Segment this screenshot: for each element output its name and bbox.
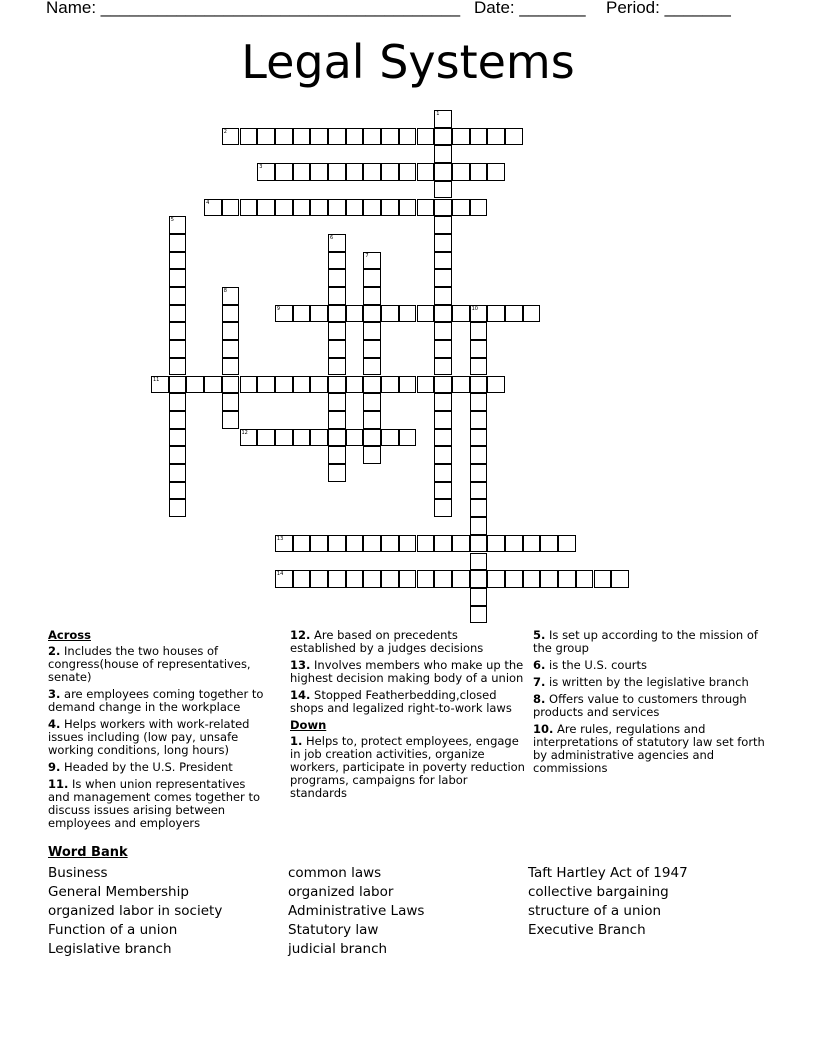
crossword-cell[interactable] xyxy=(328,446,346,464)
crossword-cell[interactable] xyxy=(505,128,523,146)
across-clue: 11. Is when union representatives and management comes together to discuss issues arising between employees and employers xyxy=(48,777,260,830)
crossword-cell[interactable] xyxy=(470,163,488,181)
crossword-cell[interactable] xyxy=(169,269,187,287)
crossword-cell[interactable] xyxy=(487,570,505,588)
word-bank-column-3 xyxy=(528,864,688,940)
crossword-cell[interactable] xyxy=(417,305,435,323)
date-field[interactable]: Date: _______ xyxy=(474,0,586,17)
name-field[interactable]: Name: ______________________________________ xyxy=(46,0,461,17)
crossword-cell[interactable] xyxy=(434,464,452,482)
crossword-cell[interactable] xyxy=(363,199,381,217)
crossword-cell[interactable] xyxy=(328,287,346,305)
crossword-cell[interactable] xyxy=(470,588,488,606)
crossword-cell[interactable] xyxy=(470,499,488,517)
crossword-cell[interactable] xyxy=(452,199,470,217)
clue-number: 9 xyxy=(276,305,281,312)
crossword-cell[interactable] xyxy=(310,376,328,394)
crossword-cell[interactable] xyxy=(470,553,488,571)
word-bank-column-1 xyxy=(48,864,222,959)
crossword-cell[interactable] xyxy=(399,163,417,181)
crossword-cell[interactable] xyxy=(293,163,311,181)
clue-number: 1 xyxy=(436,111,440,117)
crossword-cell[interactable] xyxy=(487,128,505,146)
crossword-cell[interactable] xyxy=(434,252,452,270)
across-clue: 12. Are based on precedents established by a judges decisions xyxy=(290,628,484,655)
clue-number: 5 xyxy=(170,217,174,224)
crossword-cell[interactable] xyxy=(328,358,346,376)
crossword-cell[interactable] xyxy=(363,287,381,305)
crossword-cell[interactable] xyxy=(594,570,612,588)
across-heading: Across xyxy=(48,628,91,642)
crossword-cell[interactable] xyxy=(275,128,293,146)
crossword-cell[interactable] xyxy=(346,570,364,588)
crossword-cell[interactable] xyxy=(399,376,417,394)
crossword-cell[interactable] xyxy=(505,305,523,323)
crossword-cell[interactable] xyxy=(540,570,558,588)
crossword-cell[interactable] xyxy=(293,570,311,588)
crossword-cell[interactable] xyxy=(417,535,435,553)
clue-number: 14 xyxy=(276,571,284,578)
crossword-cell[interactable] xyxy=(381,376,399,394)
crossword-cell[interactable] xyxy=(470,535,488,553)
crossword-cell[interactable] xyxy=(434,110,452,128)
crossword-cell[interactable] xyxy=(434,322,452,340)
word-bank-item: Administrative Laws xyxy=(288,903,425,919)
word-bank-item: judicial branch xyxy=(288,941,388,957)
clue-column-2 xyxy=(290,629,526,804)
crossword-cell[interactable] xyxy=(470,517,488,535)
crossword-cell[interactable] xyxy=(487,376,505,394)
crossword-cell[interactable] xyxy=(434,305,452,323)
crossword-cell[interactable] xyxy=(328,429,346,447)
crossword-cell[interactable] xyxy=(204,199,222,217)
clue-number: 2 xyxy=(223,128,227,135)
crossword-cell[interactable] xyxy=(470,411,488,429)
across-clue: 3. are employees coming together to demand change in the workplace xyxy=(48,687,264,714)
crossword-cell[interactable] xyxy=(470,393,488,411)
crossword-cell[interactable] xyxy=(293,199,311,217)
crossword-cell[interactable] xyxy=(328,376,346,394)
crossword-cell[interactable] xyxy=(222,411,240,429)
crossword-cell[interactable] xyxy=(363,358,381,376)
crossword-cell[interactable] xyxy=(434,499,452,517)
word-bank-item: Business xyxy=(48,865,108,881)
crossword-cell[interactable] xyxy=(169,322,187,340)
clue-number: 11 xyxy=(153,376,160,383)
word-bank-item: organized labor xyxy=(288,884,394,900)
crossword-cell[interactable] xyxy=(434,446,452,464)
crossword-cell[interactable] xyxy=(346,163,364,181)
crossword-cell[interactable] xyxy=(452,305,470,323)
crossword-cell[interactable] xyxy=(169,305,187,323)
crossword-cell[interactable] xyxy=(346,305,364,323)
crossword-cell[interactable] xyxy=(328,464,346,482)
crossword-cell[interactable] xyxy=(434,393,452,411)
crossword-cell[interactable] xyxy=(240,199,258,217)
crossword-cell[interactable] xyxy=(346,535,364,553)
crossword-cell[interactable] xyxy=(328,322,346,340)
crossword-cell[interactable] xyxy=(381,535,399,553)
crossword-cell[interactable] xyxy=(310,128,328,146)
puzzle-title: Legal Systems xyxy=(241,35,575,89)
across-clue: 13. Involves members who make up the highest decision making body of a union xyxy=(290,658,524,685)
crossword-cell[interactable] xyxy=(169,287,187,305)
crossword-cell[interactable] xyxy=(169,482,187,500)
crossword-cell[interactable] xyxy=(222,322,240,340)
word-bank-item: common laws xyxy=(288,865,382,881)
crossword-cell[interactable] xyxy=(434,570,452,588)
clue-number: 4 xyxy=(206,199,210,206)
crossword-cell[interactable] xyxy=(434,376,452,394)
crossword-cell[interactable] xyxy=(363,535,381,553)
crossword-cell[interactable] xyxy=(310,429,328,447)
down-clue: 7. is written by the legislative branch xyxy=(533,675,749,689)
crossword-cell[interactable] xyxy=(470,340,488,358)
crossword-cell[interactable] xyxy=(487,305,505,323)
crossword-cell[interactable] xyxy=(363,322,381,340)
crossword-cell[interactable] xyxy=(222,287,240,305)
crossword-cell[interactable] xyxy=(363,411,381,429)
crossword-cell[interactable] xyxy=(434,163,452,181)
crossword-cell[interactable] xyxy=(328,393,346,411)
crossword-cell[interactable] xyxy=(310,305,328,323)
crossword-cell[interactable] xyxy=(505,570,523,588)
across-clue: 4. Helps workers with work-related issues including (low pay, unsafe working conditions, long hours) xyxy=(48,717,250,757)
crossword-cell[interactable] xyxy=(293,429,311,447)
crossword-cell[interactable] xyxy=(222,358,240,376)
word-bank-column-2 xyxy=(288,864,424,959)
crossword-cell[interactable] xyxy=(257,163,275,181)
crossword-cell[interactable] xyxy=(363,446,381,464)
word-bank-item: Function of a union xyxy=(48,922,178,938)
crossword-cell[interactable] xyxy=(257,199,275,217)
clue-number: 8 xyxy=(223,288,227,294)
crossword-cell[interactable] xyxy=(363,269,381,287)
crossword-cell[interactable] xyxy=(434,234,452,252)
crossword-cell[interactable] xyxy=(381,163,399,181)
crossword-cell[interactable] xyxy=(452,376,470,394)
crossword-cell[interactable] xyxy=(169,376,187,394)
crossword-cell[interactable] xyxy=(169,358,187,376)
crossword-cell[interactable] xyxy=(169,464,187,482)
crossword-cell[interactable] xyxy=(576,570,594,588)
crossword-cell[interactable] xyxy=(293,128,311,146)
crossword-cell[interactable] xyxy=(417,570,435,588)
word-bank-item: Legislative branch xyxy=(48,941,172,957)
crossword-cell[interactable] xyxy=(169,234,187,252)
crossword-cell[interactable] xyxy=(275,163,293,181)
crossword-cell[interactable] xyxy=(470,570,488,588)
crossword-cell[interactable] xyxy=(399,570,417,588)
crossword-cell[interactable] xyxy=(487,163,505,181)
crossword-cell[interactable] xyxy=(293,376,311,394)
crossword-cell[interactable] xyxy=(399,429,417,447)
crossword-cell[interactable] xyxy=(222,305,240,323)
crossword-cell[interactable] xyxy=(434,145,452,163)
crossword-cell[interactable] xyxy=(275,199,293,217)
clue-column-3 xyxy=(533,629,765,779)
crossword-cell[interactable] xyxy=(363,570,381,588)
crossword-cell[interactable] xyxy=(310,163,328,181)
crossword-cell[interactable] xyxy=(540,535,558,553)
crossword-cell[interactable] xyxy=(169,411,187,429)
word-bank-item: structure of a union xyxy=(528,903,662,919)
crossword-cell[interactable] xyxy=(293,535,311,553)
crossword-cell[interactable] xyxy=(505,535,523,553)
crossword-cell[interactable] xyxy=(558,535,576,553)
word-bank-item: Statutory law xyxy=(288,922,379,938)
crossword-cell[interactable] xyxy=(257,128,275,146)
crossword-cell[interactable] xyxy=(434,216,452,234)
crossword-cell[interactable] xyxy=(328,269,346,287)
down-clue: 5. Is set up according to the mission of the group xyxy=(533,628,758,655)
crossword-cell[interactable] xyxy=(470,606,488,624)
crossword-cell[interactable] xyxy=(240,429,258,447)
crossword-cell[interactable] xyxy=(417,376,435,394)
crossword-cell[interactable] xyxy=(417,199,435,217)
crossword-cell[interactable] xyxy=(399,305,417,323)
clue-column-1 xyxy=(48,629,270,834)
crossword-cell[interactable] xyxy=(434,128,452,146)
crossword-cell[interactable] xyxy=(363,128,381,146)
period-field[interactable]: Period: _______ xyxy=(606,0,731,17)
crossword-cell[interactable] xyxy=(381,128,399,146)
crossword-cell[interactable] xyxy=(434,429,452,447)
crossword-cell[interactable] xyxy=(523,570,541,588)
clue-number: 13 xyxy=(276,535,284,542)
down-clue: 6. is the U.S. courts xyxy=(533,658,647,672)
word-bank-item: Taft Hartley Act of 1947 xyxy=(528,865,688,881)
crossword-cell[interactable] xyxy=(169,429,187,447)
crossword-cell[interactable] xyxy=(328,163,346,181)
crossword-cell[interactable] xyxy=(169,446,187,464)
crossword-cell[interactable] xyxy=(328,570,346,588)
clue-number: 12 xyxy=(241,429,248,436)
crossword-cell[interactable] xyxy=(434,269,452,287)
crossword-cell[interactable] xyxy=(328,234,346,252)
crossword-cell[interactable] xyxy=(523,305,541,323)
crossword-cell[interactable] xyxy=(470,305,488,323)
crossword-cell[interactable] xyxy=(399,128,417,146)
clue-number: 7 xyxy=(365,252,369,259)
crossword-cell[interactable] xyxy=(434,340,452,358)
crossword-cell[interactable] xyxy=(346,376,364,394)
crossword-cell[interactable] xyxy=(363,163,381,181)
crossword-cell[interactable] xyxy=(151,376,169,394)
crossword-cell[interactable] xyxy=(363,393,381,411)
crossword-cell[interactable] xyxy=(452,535,470,553)
crossword-cell[interactable] xyxy=(434,287,452,305)
crossword-cell[interactable] xyxy=(417,128,435,146)
crossword-cell[interactable] xyxy=(186,376,204,394)
crossword-cell[interactable] xyxy=(169,340,187,358)
down-clue: 1. Helps to, protect employees, engage in job creation activities, organize workers, participate in poverty reduction programs, campaigns for labor standards xyxy=(290,734,525,800)
crossword-cell[interactable] xyxy=(240,376,258,394)
crossword-cell[interactable] xyxy=(363,252,381,270)
crossword-cell[interactable] xyxy=(240,128,258,146)
crossword-cell[interactable] xyxy=(381,570,399,588)
crossword-cell[interactable] xyxy=(310,199,328,217)
crossword-cell[interactable] xyxy=(328,128,346,146)
clue-number: 10 xyxy=(471,305,478,312)
crossword-cell[interactable] xyxy=(434,181,452,199)
crossword-cell[interactable] xyxy=(346,199,364,217)
crossword-cell[interactable] xyxy=(275,305,293,323)
crossword-cell[interactable] xyxy=(470,128,488,146)
crossword-cell[interactable] xyxy=(169,252,187,270)
crossword-cell[interactable] xyxy=(328,411,346,429)
crossword-cell[interactable] xyxy=(487,535,505,553)
crossword-cell[interactable] xyxy=(470,322,488,340)
crossword-cell[interactable] xyxy=(222,393,240,411)
clue-number: 6 xyxy=(330,234,334,241)
crossword-cell[interactable] xyxy=(310,570,328,588)
across-clue: 9. Headed by the U.S. President xyxy=(48,760,233,774)
down-heading: Down xyxy=(290,718,327,732)
crossword-cell[interactable] xyxy=(169,499,187,517)
crossword-cell[interactable] xyxy=(470,446,488,464)
crossword-cell[interactable] xyxy=(452,128,470,146)
clue-number: 3 xyxy=(259,164,263,171)
crossword-cell[interactable] xyxy=(222,376,240,394)
crossword-cell[interactable] xyxy=(328,199,346,217)
crossword-cell[interactable] xyxy=(363,305,381,323)
crossword-cell[interactable] xyxy=(470,464,488,482)
crossword-cell[interactable] xyxy=(363,376,381,394)
crossword-cell[interactable] xyxy=(434,358,452,376)
crossword-cell[interactable] xyxy=(558,570,576,588)
crossword-cell[interactable] xyxy=(470,482,488,500)
crossword-cell[interactable] xyxy=(470,199,488,217)
crossword-cell[interactable] xyxy=(328,340,346,358)
crossword-cell[interactable] xyxy=(204,376,222,394)
crossword-cell[interactable] xyxy=(257,376,275,394)
crossword-cell[interactable] xyxy=(222,128,240,146)
word-bank-item: collective bargaining xyxy=(528,884,669,900)
crossword-cell[interactable] xyxy=(417,163,435,181)
crossword-cell[interactable] xyxy=(346,128,364,146)
down-clue: 10. Are rules, regulations and interpretations of statutory law set forth by administrative agencies and commissions xyxy=(533,722,765,775)
crossword-cell[interactable] xyxy=(346,429,364,447)
crossword-cell[interactable] xyxy=(363,429,381,447)
word-bank-item: Executive Branch xyxy=(528,922,646,938)
crossword-cell[interactable] xyxy=(222,199,240,217)
crossword-cell[interactable] xyxy=(328,252,346,270)
crossword-cell[interactable] xyxy=(169,216,187,234)
crossword-cell[interactable] xyxy=(434,411,452,429)
crossword-cell[interactable] xyxy=(399,535,417,553)
across-clue: 2. Includes the two houses of congress(house of representatives, senate) xyxy=(48,644,251,684)
crossword-cell[interactable] xyxy=(328,535,346,553)
crossword-cell[interactable] xyxy=(470,358,488,376)
crossword-cell[interactable] xyxy=(257,429,275,447)
down-clue: 8. Offers value to customers through products and services xyxy=(533,692,747,719)
crossword-cell[interactable] xyxy=(275,429,293,447)
word-bank-title: Word Bank xyxy=(48,845,128,860)
crossword-cell[interactable] xyxy=(363,340,381,358)
crossword-cell[interactable] xyxy=(399,199,417,217)
word-bank-item: General Membership xyxy=(48,884,189,900)
crossword-cell[interactable] xyxy=(434,482,452,500)
crossword-cell[interactable] xyxy=(381,199,399,217)
crossword-cell[interactable] xyxy=(293,305,311,323)
crossword-cell[interactable] xyxy=(452,570,470,588)
crossword-cell[interactable] xyxy=(381,305,399,323)
crossword-cell[interactable] xyxy=(434,535,452,553)
crossword-cell[interactable] xyxy=(470,429,488,447)
crossword-cell[interactable] xyxy=(275,376,293,394)
crossword-cell[interactable] xyxy=(470,376,488,394)
crossword-cell[interactable] xyxy=(310,535,328,553)
crossword-cell[interactable] xyxy=(611,570,629,588)
crossword-cell[interactable] xyxy=(169,393,187,411)
across-clue: 14. Stopped Featherbedding,closed shops and legalized right-to-work laws xyxy=(290,688,512,715)
crossword-cell[interactable] xyxy=(434,199,452,217)
crossword-cell[interactable] xyxy=(275,535,293,553)
crossword-cell[interactable] xyxy=(328,305,346,323)
crossword-cell[interactable] xyxy=(222,340,240,358)
crossword-cell[interactable] xyxy=(275,570,293,588)
crossword-cell[interactable] xyxy=(381,429,399,447)
word-bank-item: organized labor in society xyxy=(48,903,223,919)
crossword-cell[interactable] xyxy=(452,163,470,181)
crossword-cell[interactable] xyxy=(523,535,541,553)
